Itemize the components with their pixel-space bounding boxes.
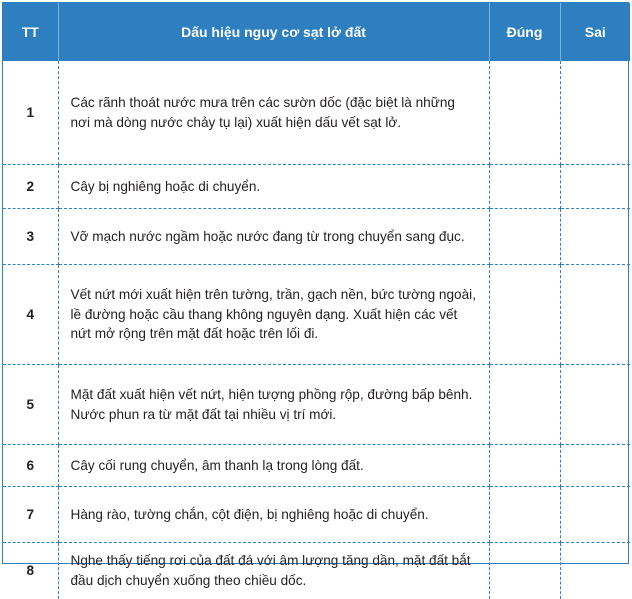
row-number: 2 bbox=[3, 165, 58, 209]
yes-cell[interactable] bbox=[489, 265, 560, 365]
row-number: 1 bbox=[3, 61, 58, 165]
row-number: 8 bbox=[3, 543, 58, 599]
table-row bbox=[3, 165, 630, 209]
table-row bbox=[3, 487, 630, 543]
no-cell[interactable] bbox=[560, 265, 630, 365]
header-tt: TT bbox=[3, 3, 58, 61]
table-row bbox=[3, 265, 630, 365]
no-cell[interactable] bbox=[560, 209, 630, 265]
sign-text: Vết nứt mới xuất hiện trên tường, trần, gạch nền, bức tường ngoài, lề đường hoặc cầu thang không nguyên dạng. Xuất hiện các vết nứt mở rộng trên mặt đất hoặc trên lối đi. bbox=[58, 265, 489, 365]
row-number: 6 bbox=[3, 445, 58, 487]
row-number: 7 bbox=[3, 487, 58, 543]
row-number: 4 bbox=[3, 265, 58, 365]
table-row bbox=[3, 543, 630, 599]
header-yes: Đúng bbox=[489, 3, 560, 61]
no-cell[interactable] bbox=[560, 61, 630, 165]
sign-text: Hàng rào, tường chắn, cột điện, bị nghiêng hoặc di chuyển. bbox=[58, 487, 489, 543]
yes-cell[interactable] bbox=[489, 445, 560, 487]
sign-text: Các rãnh thoát nước mưa trên các sườn dốc (đặc biệt là những nơi mà dòng nước chảy tụ lại) xuất hiện dấu vết sạt lở. bbox=[58, 61, 489, 165]
yes-cell[interactable] bbox=[489, 487, 560, 543]
table-row bbox=[3, 445, 630, 487]
landslide-signs-table bbox=[3, 3, 630, 599]
header-row bbox=[3, 3, 630, 61]
landslide-signs-table-frame bbox=[2, 2, 629, 588]
sign-text: Vỡ mạch nước ngầm hoặc nước đang từ trong chuyển sang đục. bbox=[58, 209, 489, 265]
table-row bbox=[3, 365, 630, 445]
header-no: Sai bbox=[560, 3, 630, 61]
row-number: 3 bbox=[3, 209, 58, 265]
no-cell[interactable] bbox=[560, 365, 630, 445]
table-row bbox=[3, 61, 630, 165]
yes-cell[interactable] bbox=[489, 365, 560, 445]
no-cell[interactable] bbox=[560, 445, 630, 487]
row-number: 5 bbox=[3, 365, 58, 445]
no-cell[interactable] bbox=[560, 487, 630, 543]
yes-cell[interactable] bbox=[489, 543, 560, 599]
sign-text: Cây cối rung chuyển, âm thanh lạ trong lòng đất. bbox=[58, 445, 489, 487]
table-row bbox=[3, 209, 630, 265]
sign-text: Cây bị nghiêng hoặc di chuyển. bbox=[58, 165, 489, 209]
sign-text: Nghe thấy tiếng rơi của đất đá với âm lượng tăng dần, mặt đất bắt đầu dịch chuyển xuống theo chiều dốc. bbox=[58, 543, 489, 599]
header-sign: Dấu hiệu nguy cơ sạt lở đất bbox=[58, 3, 489, 61]
no-cell[interactable] bbox=[560, 165, 630, 209]
yes-cell[interactable] bbox=[489, 209, 560, 265]
yes-cell[interactable] bbox=[489, 61, 560, 165]
sign-text: Mặt đất xuất hiện vết nứt, hiện tượng phồng rộp, đường bấp bênh. Nước phun ra từ mặt đất tại nhiều vị trí mới. bbox=[58, 365, 489, 445]
yes-cell[interactable] bbox=[489, 165, 560, 209]
no-cell[interactable] bbox=[560, 543, 630, 599]
